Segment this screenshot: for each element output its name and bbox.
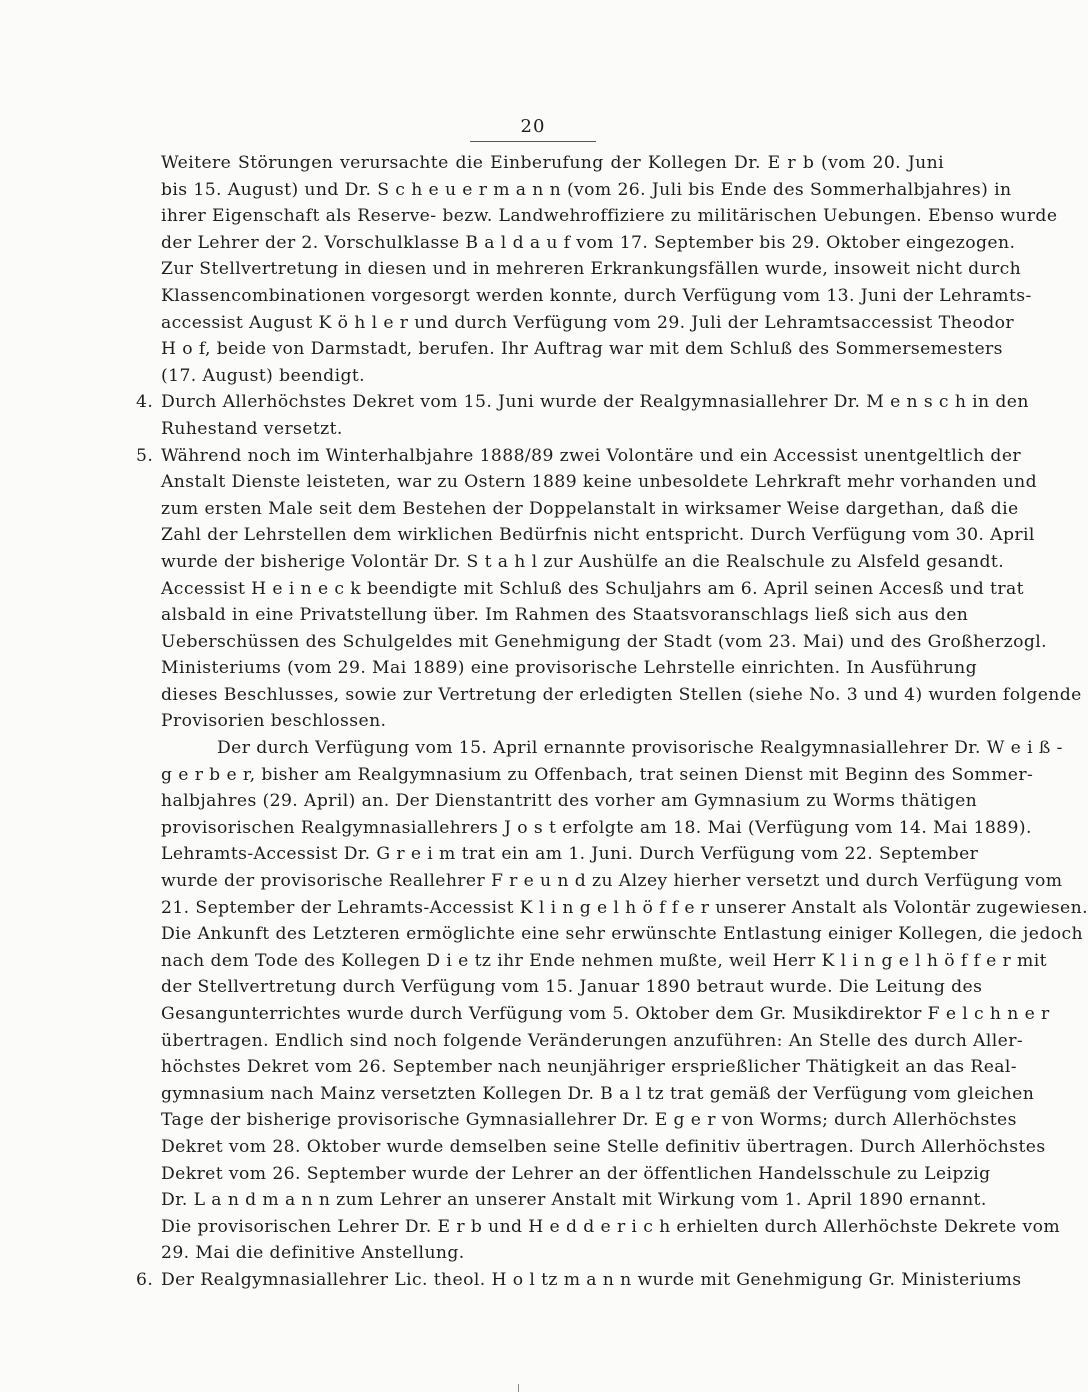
line-text: Ueberschüssen des Schulgeldes mit Genehmigung der Stadt (vom 23. Mai) und des Großherzogl. (161, 631, 1048, 652)
text-line (136, 921, 1083, 948)
text-line (136, 788, 978, 815)
line-text: der Stellvertretung durch Verfügung vom 15. Januar 1890 betraut wurde. Die Leitung des (161, 977, 983, 998)
line-text: Dr. L a n d m a n n zum Lehrer an unserer Anstalt mit Wirkung vom 1. April 1890 ernannt. (161, 1190, 987, 1211)
text-line (136, 1187, 987, 1214)
page-number-rule (470, 141, 596, 142)
line-text: (17. August) beendigt. (161, 365, 366, 386)
text-line (136, 868, 1063, 895)
text-line (136, 256, 1022, 283)
text-line (136, 310, 1015, 337)
text-line (136, 762, 1034, 789)
line-text: Gesangunterrichtes wurde durch Verfügung vom 5. Oktober dem Gr. Musikdirektor F e l c h n e r (161, 1004, 1050, 1024)
line-text: g e r b e r, bisher am Realgymnasium zu Offenbach, trat seinen Dienst mit Beginn des Sommer- (161, 764, 1034, 785)
text-line (136, 230, 1016, 257)
text-line (136, 443, 1022, 470)
line-text: wurde der provisorische Reallehrer F r e u n d zu Alzey hierher versetzt und durch Verfügung vom (161, 871, 1063, 892)
line-text: nach dem Tode des Kollegen D i e tz ihr Ende nehmen mußte, weil Herr K l i n g e l h ö f f e r mit (161, 950, 1047, 971)
text-line (136, 283, 1032, 310)
text-line (136, 576, 1024, 603)
text-line (136, 602, 969, 629)
text-line (136, 469, 1037, 496)
line-text: Die Ankunft des Letzteren ermöglichte eine sehr erwünschte Entlastung einiger Kollegen, die jedoch (161, 924, 1083, 945)
line-text: Während noch im Winterhalbjahre 1888/89 zwei Volontäre und ein Accessist unentgeltlich der (161, 445, 1022, 466)
page-number: 20 (520, 116, 546, 137)
text-line (136, 203, 1058, 230)
item-number: 6. (136, 1269, 154, 1290)
line-text: 21. September der Lehramts-Accessist K l i n g e l h ö f f e r unserer Anstalt als Volontär zugewiesen. (161, 897, 1088, 918)
line-text: Weitere Störungen verursachte die Einberufung der Kollegen Dr. E r b (vom 20. Juni (161, 153, 944, 173)
text-line (136, 1161, 991, 1188)
binding-mark (518, 1384, 519, 1392)
text-line (136, 1054, 1018, 1081)
line-text: Dekret vom 26. September wurde der Lehrer an der öffentlichen Handelsschule zu Leipzig (161, 1163, 991, 1184)
line-text: provisorischen Realgymnasiallehrers J o s t erfolgte am 18. Mai (Verfügung vom 14. Mai 1889). (161, 817, 1032, 838)
text-line (136, 1240, 944, 1267)
line-text: Die provisorischen Lehrer Dr. E r b und H e d d e r i c h erhielten durch Allerhöchste Dekrete vom (161, 1216, 1061, 1237)
line-text: H o f, beide von Darmstadt, berufen. Ihr Auftrag war mit dem Schluß des Sommersemesters (161, 339, 1003, 360)
text-line (136, 522, 1035, 549)
line-text: zum ersten Male seit dem Bestehen der Doppelanstalt in wirksamer Weise dargethan, daß die (161, 498, 1019, 519)
line-text: dieses Beschlusses, sowie zur Vertretung der erledigten Stellen (siehe No. 3 und 4) wurden folgende (161, 684, 1082, 705)
text-line (136, 1028, 1024, 1055)
text-line (136, 895, 1088, 922)
line-text: accessist August K ö h l e r und durch Verfügung vom 29. Juli der Lehramtsaccessist Theodor (161, 312, 1015, 333)
line-text: Durch Allerhöchstes Dekret vom 15. Juni wurde der Realgymnasiallehrer Dr. M e n s c h in den (161, 392, 1029, 413)
line-text: Lehramts-Accessist Dr. G r e i m trat ein am 1. Juni. Durch Verfügung vom 22. September (161, 844, 979, 865)
text-line (136, 1001, 1050, 1028)
text-line (136, 682, 1082, 709)
line-text: Anstalt Dienste leisteten, war zu Ostern 1889 keine unbesoldete Lehrkraft mehr vorhanden und (161, 472, 1037, 493)
body-text (136, 150, 1088, 1294)
text-line (136, 177, 1012, 204)
text-line (136, 416, 944, 443)
text-line (136, 815, 1032, 842)
line-text: Tage der bisherige provisorische Gymnasiallehrer Dr. E g e r von Worms; durch Allerhöchstes (161, 1110, 1017, 1131)
item-number: 4. (136, 392, 154, 413)
line-text: Der Realgymnasiallehrer Lic. theol. H o l tz m a n n wurde mit Genehmigung Gr. Ministeriums (161, 1269, 1022, 1290)
line-text: 29. Mai die definitive Anstellung. (161, 1243, 465, 1264)
line-text: gymnasium nach Mainz versetzten Kollegen Dr. B a l tz trat gemäß der Verfügung vom gleichen (161, 1083, 1035, 1104)
text-line (136, 549, 1005, 576)
text-line (136, 974, 983, 1001)
line-text: bis 15. August) und Dr. S c h e u e r m a n n (vom 26. Juli bis Ende des Sommerhalbjahres) in (161, 179, 1012, 200)
text-line (136, 1134, 1046, 1161)
line-text: Zahl der Lehrstellen dem wirklichen Bedürfnis nicht entspricht. Durch Verfügung vom 30. April (161, 525, 1035, 546)
text-line (136, 150, 944, 177)
line-text: Ministeriums (vom 29. Mai 1889) eine provisorische Lehrstelle einrichten. In Ausführung (161, 658, 978, 679)
line-text: Ruhestand versetzt. (161, 418, 343, 439)
text-line (136, 1267, 1022, 1294)
line-text: ihrer Eigenschaft als Reserve- bezw. Landwehroffiziere zu militärischen Uebungen. Ebenso wurde (161, 206, 1058, 227)
text-line (136, 735, 1063, 762)
line-text: Provisorien beschlossen. (161, 711, 387, 732)
line-text: halbjahres (29. April) an. Der Dienstantritt des vorher am Gymnasium zu Worms thätigen (161, 791, 978, 812)
line-text: höchstes Dekret vom 26. September nach neunjähriger ersprießlicher Thätigkeit an das Real- (161, 1057, 1018, 1078)
text-line (136, 496, 1019, 523)
text-line (136, 708, 944, 735)
text-line (136, 1107, 1017, 1134)
text-line (136, 629, 1048, 656)
line-text: alsbald in eine Privatstellung über. Im Rahmen des Staatsvoranschlags ließ sich aus den (161, 605, 969, 626)
line-text: Zur Stellvertretung in diesen und in mehreren Erkrankungsfällen wurde, insoweit nicht durch (161, 259, 1022, 280)
line-text: wurde der bisherige Volontär Dr. S t a h l zur Aushülfe an die Realschule zu Alsfeld gesandt. (161, 551, 1005, 572)
line-text: Klassencombinationen vorgesorgt werden konnte, durch Verfügung vom 13. Juni der Lehramts- (161, 285, 1032, 306)
text-line (136, 841, 979, 868)
text-line (136, 948, 1047, 975)
line-text: Accessist H e i n e c k beendigte mit Schluß des Schuljahrs am 6. April seinen Accesß und trat (161, 578, 1024, 599)
text-line (136, 336, 1003, 363)
line-text: Der durch Verfügung vom 15. April ernannte provisorische Realgymnasiallehrer Dr. W e i ß - (217, 738, 1063, 759)
text-line (136, 389, 1029, 416)
line-text: Dekret vom 28. Oktober wurde demselben seine Stelle definitiv übertragen. Durch Allerhöchstes (161, 1136, 1046, 1157)
text-line (136, 1081, 1035, 1108)
text-line (136, 1214, 1061, 1241)
line-text: übertragen. Endlich sind noch folgende Veränderungen anzuführen: An Stelle des durch Aller- (161, 1030, 1024, 1051)
text-line (136, 363, 944, 390)
line-text: der Lehrer der 2. Vorschulklasse B a l d a u f vom 17. September bis 29. Oktober eingezogen. (161, 232, 1016, 253)
text-line (136, 655, 978, 682)
item-number: 5. (136, 445, 154, 466)
